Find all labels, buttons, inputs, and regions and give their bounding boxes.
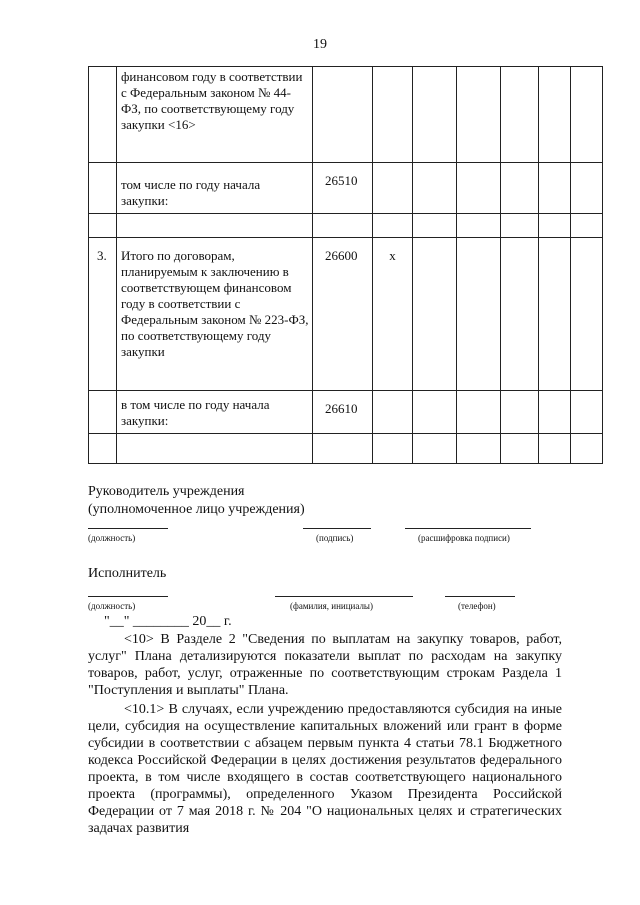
executor-label: Исполнитель [88, 566, 167, 581]
head-title: Руководитель учреждения [88, 484, 245, 499]
table-row [89, 238, 603, 391]
signature-line [88, 528, 168, 529]
caption-signature: (подпись) [316, 533, 354, 543]
purchases-table [88, 66, 603, 464]
row-code: 26610 [313, 391, 373, 434]
caption-position: (должность) [88, 533, 136, 543]
footnote-10: <10> В Разделе 2 "Сведения по выплатам на закупку товаров, работ, услуг" Плана детализируются показатели выплат по расходам на закупку товаров, работ, услуг, отраженные по соответствующим строкам Раздела 1 "Поступления и выплаты" Плана. [88, 632, 562, 698]
caption-name: (фамилия, инициалы) [290, 601, 373, 611]
row-name: Итого по договорам, планируемым к заключению в соответствующем финансовом году в соответствии с Федеральным законом № 223-ФЗ, по соответствующему году закупки [117, 238, 313, 391]
table-row [89, 67, 603, 163]
table-row [89, 434, 603, 464]
footnote-10-1: <10.1> В случаях, если учреждению предоставляются субсидия на иные цели, субсидия на осуществление капитальных вложений или грант в форме субсидии в соответствии с абзацем первым пункта 4 статьи 78.1 Бюджетного кодекса Российской Федерации в целях достижения результатов федерального проекта, в том числе входящего в состав соответствующего национального проекта (программы), определенного Указом Президента Российской Федерации от 7 мая 2018 г. № 204 "О национальных целях и стратегических задачах развития [88, 702, 562, 836]
date-line: "__" ________ 20__ г. [104, 614, 232, 629]
table-row [89, 163, 603, 214]
signature-line [275, 596, 413, 597]
row-mark: x [373, 238, 413, 391]
row-number: 3. [89, 238, 117, 391]
table-row [89, 214, 603, 238]
caption-position: (должность) [88, 601, 136, 611]
signature-line [445, 596, 515, 597]
row-name: том числе по году начала закупки: [121, 177, 261, 208]
head-subtitle: (уполномоченное лицо учреждения) [88, 502, 305, 517]
row-name: финансовом году в соответствии с Федеральным законом № 44-ФЗ, по соответствующему году закупки <16> [117, 67, 313, 163]
signature-line [405, 528, 531, 529]
caption-decoding: (расшифровка подписи) [418, 533, 510, 543]
row-name: в том числе по году начала закупки: [117, 391, 313, 434]
caption-phone: (телефон) [458, 601, 496, 611]
row-code: 26600 [313, 238, 373, 391]
signature-line [88, 596, 168, 597]
table-row [89, 391, 603, 434]
signature-line [303, 528, 371, 529]
row-code: 26510 [313, 163, 373, 214]
page-number: 19 [313, 37, 327, 52]
